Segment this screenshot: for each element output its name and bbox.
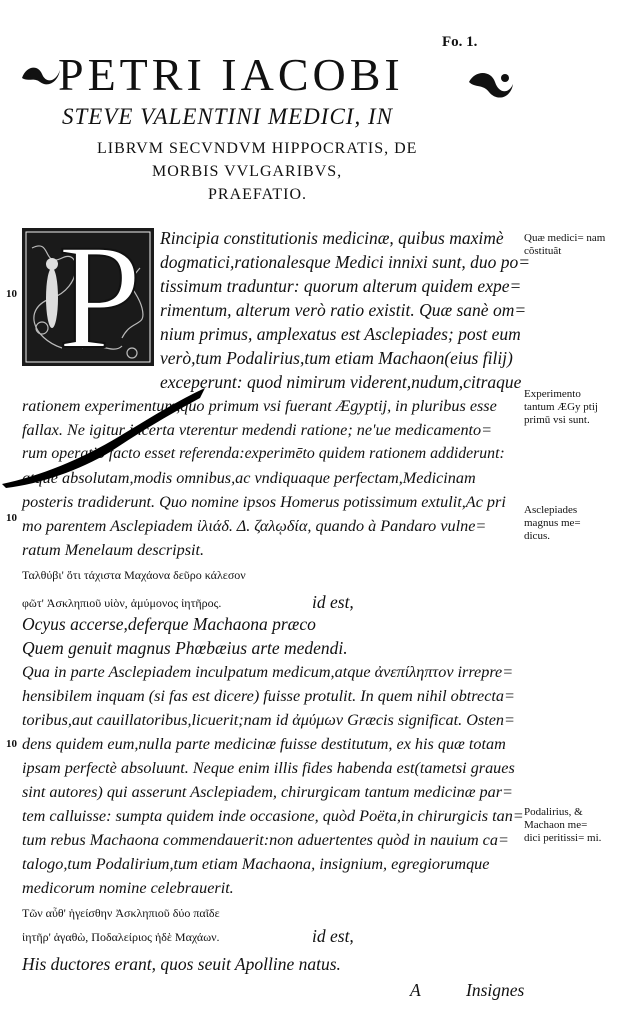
- title-line-5: PRAEFATIO.: [208, 186, 308, 203]
- latin-verse-line: Ocyus accerse,deferque Machaona præco: [22, 614, 316, 634]
- latin-verse-line: His ductores erant, quos seuit Apolline natus.: [22, 954, 341, 974]
- body-line: rationem experimentum,quo primum vsi fuerant Ægyptij, in pluribus esse: [22, 397, 497, 415]
- body-line: dens quidem eum,nulla parte medicinæ fuisse destitutum, ex his quæ totam: [22, 735, 506, 753]
- body-line: atque absolutam,modis omnibus,ac vndiquaque perfectam,Medicinam: [22, 469, 476, 487]
- margin-note: Quæ medici= nam cõstituãt: [524, 232, 606, 257]
- body-line: dogmatici,rationalesque Medici innixi sunt, duo po=: [160, 252, 531, 272]
- greek-quote-line: φῶτ' Ἀσκληπιοῦ υἱὸν, ἀμύμονος ἰητῆρος.: [22, 596, 222, 610]
- folio-number: Fo. 1.: [442, 34, 478, 50]
- line-number: 10: [6, 738, 17, 750]
- body-line: nium primus, amplexatus est Asclepiades; post eum: [160, 324, 521, 344]
- id-est-label: id est,: [312, 926, 354, 946]
- catchword: Insignes: [466, 980, 525, 1000]
- body-line: rimentum, alterum verò ratio existit. Quæ sanè om=: [160, 300, 527, 320]
- margin-note: Asclepiades magnus me= dicus.: [524, 504, 581, 542]
- greek-quote-line: Ταλθύβι' ὅτι τάχιστα Μαχάονα δεῦρο κάλεσον: [22, 568, 246, 582]
- margin-note: Experimento tantum ÆGy ptij primū vsi sunt.: [524, 388, 598, 426]
- signature-mark: A: [410, 980, 421, 1000]
- body-line: Rincipia constitutionis medicinæ, quibus maximè: [160, 228, 504, 248]
- body-line: ratum Menelaum descripsit.: [22, 541, 205, 559]
- greek-quote-line: Τῶν αὖθ' ἡγείσθην Ἀσκληπιοῦ δύο παῖδε: [22, 906, 220, 920]
- body-line: posteris tradiderunt. Quo nomine ipsos Homerus potissimum extulit,Ac pri: [22, 493, 506, 511]
- body-line: exceperunt: quod nimirum viderent,nudum,citraque: [160, 372, 522, 392]
- body-line: tum rebus Machaona commendauerit:non aduertentes quòd in nauium ca=: [22, 831, 509, 849]
- body-line: Qua in parte Asclepiadem inculpatum medicum,atque ἀνεπίληπτον irrepre=: [22, 663, 514, 681]
- left-ornament-icon: [20, 60, 62, 90]
- title-line-1: PETRI IACOBI: [58, 49, 404, 100]
- title-line-3: LIBRVM SECVNDVM HIPPOCRATIS, DE: [97, 140, 418, 157]
- line-number: 10: [6, 512, 17, 524]
- body-line: mo parentem Asclepiadem ἰλιάδ. Δ. ζαλῳδία, quando à Pandaro vulne=: [22, 517, 487, 535]
- title-line-4: MORBIS VVLGARIBVS,: [152, 163, 343, 180]
- latin-verse-line: Quem genuit magnus Phœbæius arte medendi.: [22, 638, 348, 658]
- initial-letter: P: [58, 214, 142, 380]
- right-ornament-icon: [465, 68, 515, 102]
- body-line: tissimum traduntur: quorum alterum quidem expe=: [160, 276, 522, 296]
- body-line: talogo,tum Podalirium,tum etiam Machaona, insignium, egregiorumque: [22, 855, 490, 873]
- margin-note: Podalirius, & Machaon me= dici peritissi= mi.: [524, 806, 602, 844]
- body-line: toribus,aut cauillatoribus,licuerit;nam id ἀμύμων Græcis significat. Osten=: [22, 711, 515, 729]
- body-line: rum operatio facto esset referenda:experimēto quidem rationem addiderunt:: [22, 445, 505, 462]
- greek-quote-line: ἰητῆρ' ἀγαθὼ, Ποδαλείριος ἠδὲ Μαχάων.: [22, 930, 220, 944]
- title-line-2: STEVE VALENTINI MEDICI, IN: [62, 104, 393, 129]
- line-number: 10: [6, 288, 17, 300]
- body-line: medicorum nomine celebrauerit.: [22, 879, 234, 897]
- body-line: fallax. Ne igitur incerta vterentur medendi ratione; ne'ue medicamento=: [22, 421, 493, 439]
- ink-blot-icon: [0, 380, 210, 490]
- body-line: sint autores) qui asserunt Asclepiadem, chirurgicam tantum medicinæ par=: [22, 783, 513, 801]
- body-line: tem calluisse: sumpta quidem inde occasione, quòd Poëta,in chirurgicis tan=: [22, 807, 524, 825]
- id-est-label: id est,: [312, 592, 354, 612]
- body-line: hensibilem inquam (si fas est dicere) fuisse protulit. In quem nihil obtrecta=: [22, 687, 515, 705]
- body-line: ipsam perfectè absoluunt. Neque enim illis fides habenda est(tametsi graues: [22, 759, 515, 777]
- decorated-initial: [22, 214, 154, 380]
- body-line: verò,tum Podalirius,tum etiam Machaon(eius filij): [160, 348, 513, 368]
